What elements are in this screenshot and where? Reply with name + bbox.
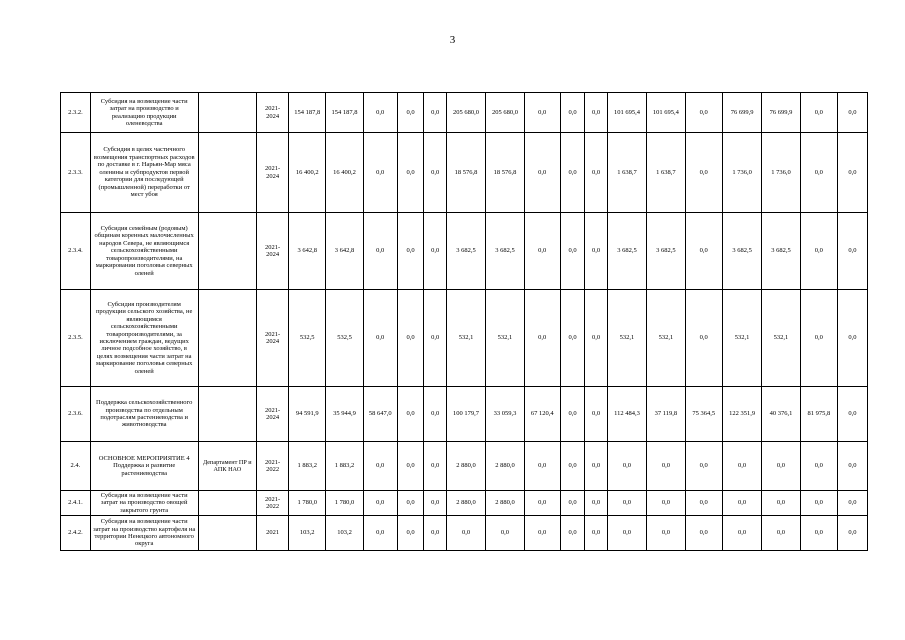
value-cell: 0,0 bbox=[837, 387, 867, 442]
value-cell: 0,0 bbox=[837, 491, 867, 516]
value-cell: 0,0 bbox=[397, 213, 424, 290]
value-cell: 0,0 bbox=[363, 133, 397, 213]
value-cell: 0,0 bbox=[486, 516, 524, 551]
value-cell: 0,0 bbox=[363, 213, 397, 290]
value-cell: 0,0 bbox=[585, 213, 607, 290]
value-cell: 0,0 bbox=[722, 491, 761, 516]
value-cell: 0,0 bbox=[585, 442, 607, 491]
value-cell: 532,1 bbox=[762, 290, 800, 387]
value-cell: 1 883,2 bbox=[326, 442, 363, 491]
value-cell: 81 975,8 bbox=[800, 387, 837, 442]
value-cell: 0,0 bbox=[585, 491, 607, 516]
value-cell: 154 187,8 bbox=[289, 93, 326, 133]
value-cell: 0,0 bbox=[524, 133, 560, 213]
value-cell: 0,0 bbox=[837, 133, 867, 213]
period-cell: 2021-2024 bbox=[257, 290, 289, 387]
value-cell: 0,0 bbox=[524, 290, 560, 387]
value-cell: 35 944,9 bbox=[326, 387, 363, 442]
value-cell: 532,1 bbox=[647, 290, 685, 387]
value-cell: 75 364,5 bbox=[685, 387, 722, 442]
measure-name-cell: Субсидия производителям продукции сельского хозяйства, не являющимся сельскохозяйственными товаропроизводителями, за исключением граждан, ведущих личное подсобное хозяйство, в целях возмещения части затрат на маркирование поголовья северных оленей bbox=[90, 290, 198, 387]
value-cell: 0,0 bbox=[560, 290, 585, 387]
value-cell: 0,0 bbox=[560, 491, 585, 516]
value-cell: 37 119,8 bbox=[647, 387, 685, 442]
value-cell: 532,5 bbox=[326, 290, 363, 387]
value-cell: 2 880,0 bbox=[486, 491, 524, 516]
value-cell: 0,0 bbox=[560, 213, 585, 290]
value-cell: 0,0 bbox=[837, 290, 867, 387]
value-cell: 0,0 bbox=[837, 93, 867, 133]
value-cell: 1 780,0 bbox=[289, 491, 326, 516]
value-cell: 0,0 bbox=[424, 491, 446, 516]
row-number-cell: 2.3.5. bbox=[61, 290, 91, 387]
value-cell: 112 484,3 bbox=[607, 387, 646, 442]
responsible-cell bbox=[198, 133, 257, 213]
value-cell: 33 059,3 bbox=[486, 387, 524, 442]
value-cell: 0,0 bbox=[585, 290, 607, 387]
value-cell: 532,1 bbox=[486, 290, 524, 387]
measure-name-cell: Субсидия на возмещение части затрат на производство овощей закрытого грунта bbox=[90, 491, 198, 516]
value-cell: 0,0 bbox=[524, 516, 560, 551]
budget-table bbox=[60, 92, 868, 551]
value-cell: 1 736,0 bbox=[722, 133, 761, 213]
value-cell: 1 883,2 bbox=[289, 442, 326, 491]
value-cell: 532,1 bbox=[722, 290, 761, 387]
value-cell: 0,0 bbox=[607, 491, 646, 516]
measure-name-cell: Поддержка сельскохозяйственного производства по отдельным подотраслям растениеводства и животноводства bbox=[90, 387, 198, 442]
period-cell: 2021-2024 bbox=[257, 133, 289, 213]
value-cell: 0,0 bbox=[424, 387, 446, 442]
period-cell: 2021-2022 bbox=[257, 491, 289, 516]
value-cell: 0,0 bbox=[424, 133, 446, 213]
responsible-cell bbox=[198, 516, 257, 551]
value-cell: 0,0 bbox=[685, 290, 722, 387]
value-cell: 0,0 bbox=[397, 442, 424, 491]
value-cell: 0,0 bbox=[524, 442, 560, 491]
value-cell: 532,5 bbox=[289, 290, 326, 387]
value-cell: 0,0 bbox=[424, 516, 446, 551]
row-number-cell: 2.3.2. bbox=[61, 93, 91, 133]
value-cell: 0,0 bbox=[585, 133, 607, 213]
value-cell: 0,0 bbox=[524, 491, 560, 516]
value-cell: 2 880,0 bbox=[446, 491, 485, 516]
period-cell: 2021-2024 bbox=[257, 93, 289, 133]
value-cell: 0,0 bbox=[424, 93, 446, 133]
table-row bbox=[61, 93, 868, 133]
value-cell: 0,0 bbox=[585, 516, 607, 551]
value-cell: 0,0 bbox=[837, 213, 867, 290]
value-cell: 94 591,9 bbox=[289, 387, 326, 442]
value-cell: 3 682,5 bbox=[486, 213, 524, 290]
value-cell: 1 780,0 bbox=[326, 491, 363, 516]
value-cell: 0,0 bbox=[800, 491, 837, 516]
value-cell: 3 682,5 bbox=[762, 213, 800, 290]
value-cell: 0,0 bbox=[685, 442, 722, 491]
value-cell: 0,0 bbox=[762, 491, 800, 516]
value-cell: 3 682,5 bbox=[722, 213, 761, 290]
value-cell: 532,1 bbox=[607, 290, 646, 387]
value-cell: 1 638,7 bbox=[607, 133, 646, 213]
value-cell: 2 880,0 bbox=[446, 442, 485, 491]
value-cell: 103,2 bbox=[289, 516, 326, 551]
value-cell: 3 682,5 bbox=[647, 213, 685, 290]
value-cell: 18 576,8 bbox=[486, 133, 524, 213]
value-cell: 0,0 bbox=[397, 93, 424, 133]
value-cell: 1 736,0 bbox=[762, 133, 800, 213]
value-cell: 101 695,4 bbox=[647, 93, 685, 133]
value-cell: 0,0 bbox=[560, 516, 585, 551]
value-cell: 0,0 bbox=[722, 516, 761, 551]
value-cell: 0,0 bbox=[722, 442, 761, 491]
period-cell: 2021-2022 bbox=[257, 442, 289, 491]
measure-name-cell: Субсидия на возмещение части затрат на производство картофеля на территории Ненецкого автономного округа bbox=[90, 516, 198, 551]
value-cell: 205 680,0 bbox=[486, 93, 524, 133]
value-cell: 0,0 bbox=[685, 213, 722, 290]
value-cell: 0,0 bbox=[607, 516, 646, 551]
value-cell: 0,0 bbox=[524, 93, 560, 133]
value-cell: 67 120,4 bbox=[524, 387, 560, 442]
responsible-cell bbox=[198, 93, 257, 133]
value-cell: 154 187,8 bbox=[326, 93, 363, 133]
value-cell: 0,0 bbox=[363, 491, 397, 516]
responsible-cell bbox=[198, 387, 257, 442]
table-row bbox=[61, 213, 868, 290]
period-cell: 2021-2024 bbox=[257, 213, 289, 290]
value-cell: 0,0 bbox=[585, 93, 607, 133]
responsible-cell bbox=[198, 491, 257, 516]
value-cell: 0,0 bbox=[762, 516, 800, 551]
value-cell: 0,0 bbox=[585, 387, 607, 442]
value-cell: 0,0 bbox=[363, 442, 397, 491]
value-cell: 0,0 bbox=[647, 491, 685, 516]
value-cell: 0,0 bbox=[607, 442, 646, 491]
table-row bbox=[61, 442, 868, 491]
value-cell: 76 699,9 bbox=[722, 93, 761, 133]
value-cell: 3 642,8 bbox=[326, 213, 363, 290]
period-cell: 2021 bbox=[257, 516, 289, 551]
value-cell: 0,0 bbox=[800, 93, 837, 133]
value-cell: 0,0 bbox=[647, 442, 685, 491]
value-cell: 18 576,8 bbox=[446, 133, 485, 213]
value-cell: 532,1 bbox=[446, 290, 485, 387]
measure-name-cell: Субсидия на возмещение части затрат на производство и реализацию продукции оленеводства bbox=[90, 93, 198, 133]
row-number-cell: 2.4.1. bbox=[61, 491, 91, 516]
value-cell: 0,0 bbox=[363, 290, 397, 387]
value-cell: 0,0 bbox=[397, 516, 424, 551]
value-cell: 1 638,7 bbox=[647, 133, 685, 213]
value-cell: 0,0 bbox=[762, 442, 800, 491]
value-cell: 40 376,1 bbox=[762, 387, 800, 442]
value-cell: 0,0 bbox=[560, 387, 585, 442]
responsible-cell: Департамент ПР и АПК НАО bbox=[198, 442, 257, 491]
value-cell: 0,0 bbox=[800, 290, 837, 387]
value-cell: 0,0 bbox=[685, 516, 722, 551]
value-cell: 0,0 bbox=[363, 93, 397, 133]
row-number-cell: 2.3.4. bbox=[61, 213, 91, 290]
responsible-cell bbox=[198, 290, 257, 387]
value-cell: 0,0 bbox=[800, 213, 837, 290]
value-cell: 0,0 bbox=[446, 516, 485, 551]
period-cell: 2021-2024 bbox=[257, 387, 289, 442]
value-cell: 0,0 bbox=[560, 442, 585, 491]
value-cell: 3 682,5 bbox=[607, 213, 646, 290]
measure-name-cell: Субсидия в целях частичного возмещения транспортных расходов по доставке в г. Нарьян-Мар мяса оленины и субпродуктов первой категории для последующей (промышленной) переработки от мест убоя bbox=[90, 133, 198, 213]
value-cell: 16 400,2 bbox=[289, 133, 326, 213]
value-cell: 0,0 bbox=[524, 213, 560, 290]
value-cell: 100 179,7 bbox=[446, 387, 485, 442]
measure-name-cell: Субсидия семейным (родовым) общинам коренных малочисленных народов Севера, не являющимся сельскохозяйственными товаропроизводителями, на маркировании поголовья северных оленей bbox=[90, 213, 198, 290]
value-cell: 0,0 bbox=[837, 442, 867, 491]
table-row bbox=[61, 133, 868, 213]
table-row bbox=[61, 516, 868, 551]
value-cell: 0,0 bbox=[397, 491, 424, 516]
value-cell: 0,0 bbox=[424, 213, 446, 290]
value-cell: 0,0 bbox=[837, 516, 867, 551]
value-cell: 122 351,9 bbox=[722, 387, 761, 442]
responsible-cell bbox=[198, 213, 257, 290]
value-cell: 58 647,0 bbox=[363, 387, 397, 442]
value-cell: 0,0 bbox=[397, 387, 424, 442]
measure-name-cell: ОСНОВНОЕ МЕРОПРИЯТИЕ 4 Поддержка и развитие растениеводства bbox=[90, 442, 198, 491]
value-cell: 0,0 bbox=[647, 516, 685, 551]
value-cell: 76 699,9 bbox=[762, 93, 800, 133]
value-cell: 0,0 bbox=[685, 93, 722, 133]
value-cell: 205 680,0 bbox=[446, 93, 485, 133]
value-cell: 0,0 bbox=[560, 133, 585, 213]
table-row bbox=[61, 290, 868, 387]
row-number-cell: 2.3.6. bbox=[61, 387, 91, 442]
value-cell: 16 400,2 bbox=[326, 133, 363, 213]
value-cell: 0,0 bbox=[800, 442, 837, 491]
value-cell: 0,0 bbox=[800, 516, 837, 551]
table-row bbox=[61, 491, 868, 516]
value-cell: 0,0 bbox=[800, 133, 837, 213]
value-cell: 0,0 bbox=[397, 290, 424, 387]
value-cell: 2 880,0 bbox=[486, 442, 524, 491]
value-cell: 103,2 bbox=[326, 516, 363, 551]
row-number-cell: 2.4. bbox=[61, 442, 91, 491]
table-row bbox=[61, 387, 868, 442]
value-cell: 3 682,5 bbox=[446, 213, 485, 290]
value-cell: 0,0 bbox=[560, 93, 585, 133]
page-number: 3 bbox=[449, 34, 456, 46]
value-cell: 0,0 bbox=[685, 133, 722, 213]
value-cell: 101 695,4 bbox=[607, 93, 646, 133]
value-cell: 3 642,8 bbox=[289, 213, 326, 290]
value-cell: 0,0 bbox=[685, 491, 722, 516]
value-cell: 0,0 bbox=[424, 290, 446, 387]
row-number-cell: 2.4.2. bbox=[61, 516, 91, 551]
value-cell: 0,0 bbox=[424, 442, 446, 491]
value-cell: 0,0 bbox=[363, 516, 397, 551]
row-number-cell: 2.3.3. bbox=[61, 133, 91, 213]
value-cell: 0,0 bbox=[397, 133, 424, 213]
